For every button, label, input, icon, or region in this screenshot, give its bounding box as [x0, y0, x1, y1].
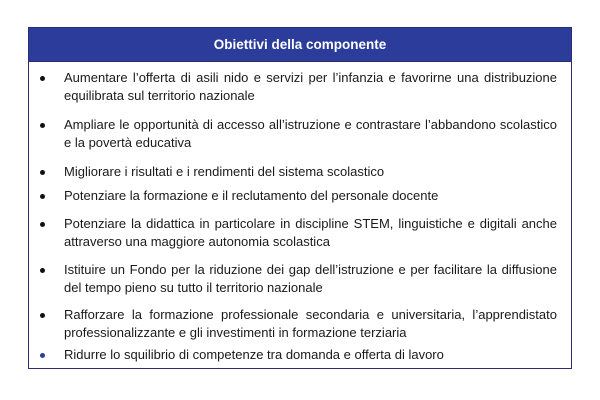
list-item	[29, 187, 571, 205]
list-item-text: Potenziare la formazione e il reclutamento del personale docente	[64, 188, 439, 203]
list-item-text: Migliorare i risultati e i rendimenti del sistema scolastico	[64, 164, 385, 179]
list-item-text: Istituire un Fondo per la riduzione dei gap dell’istruzione e per facilitare la diffusione del tempo pieno su tutto il territorio nazionale	[64, 262, 557, 295]
list-item	[29, 69, 571, 105]
list-item-text: Aumentare l’offerta di asili nido e servizi per l’infanzia e favorirne una distribuzione equilibrata sul territorio nazionale	[64, 70, 557, 103]
bullet-icon	[40, 313, 45, 318]
list-item-text: Ridurre lo squilibrio di competenze tra domanda e offerta di lavoro	[64, 347, 444, 362]
list-item	[29, 215, 571, 251]
bullet-icon	[40, 170, 45, 175]
bullet-icon	[40, 194, 45, 199]
panel-header	[29, 28, 571, 62]
bullet-icon	[40, 222, 45, 227]
list-item	[29, 163, 571, 181]
bullet-icon	[40, 76, 45, 81]
objectives-panel	[28, 27, 572, 369]
bullet-icon	[40, 353, 45, 358]
list-item	[29, 346, 571, 364]
list-item-text: Potenziare la didattica in particolare in discipline STEM, linguistiche e digitali anche attraverso una maggiore autonomia scolastica	[64, 216, 557, 249]
panel-title: Obiettivi della componente	[213, 37, 387, 52]
list-item	[29, 261, 571, 297]
list-item-text: Ampliare le opportunità di accesso all’istruzione e contrastare l’abbandono scolastico e la povertà educativa	[64, 117, 557, 150]
list-item	[29, 116, 571, 152]
bullet-icon	[40, 268, 45, 273]
bullet-icon	[40, 123, 45, 128]
list-item-text: Rafforzare la formazione professionale secondaria e universitaria, l’apprendistato professionalizzante e gli investimenti in formazione terziaria	[64, 307, 557, 340]
list-item	[29, 306, 571, 342]
